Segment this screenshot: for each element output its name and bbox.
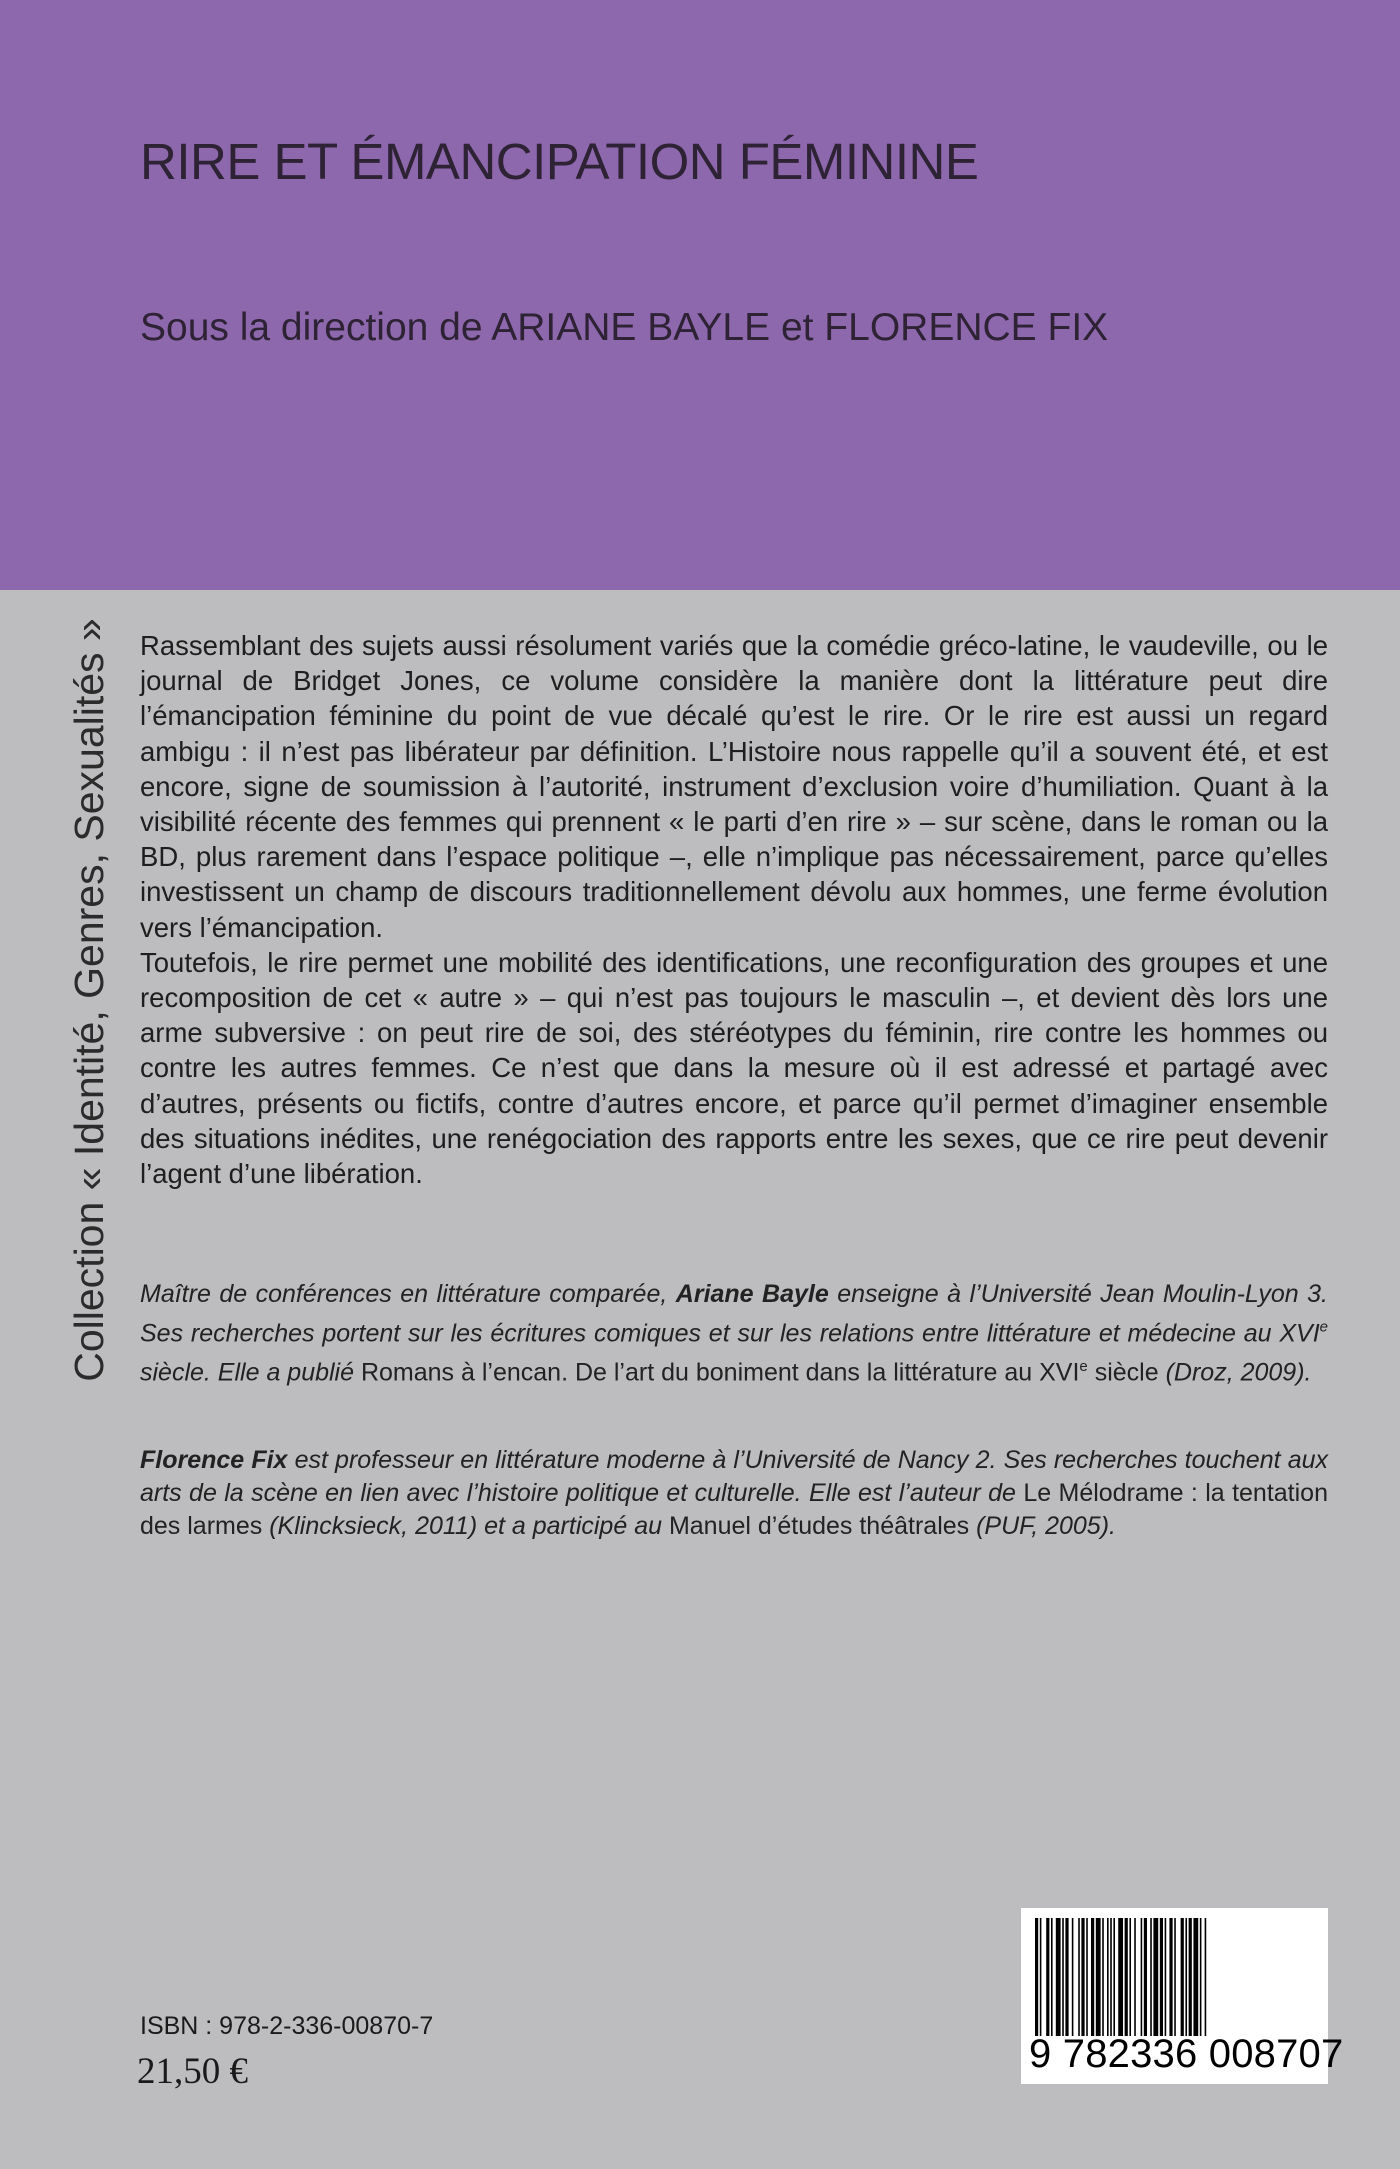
bio-bayle-name: Ariane Bayle [675, 1280, 829, 1308]
back-cover-blurb [140, 628, 1328, 1191]
bio-fix-publisher-2: (PUF, 2005). [969, 1512, 1116, 1540]
barcode-bar [1051, 1918, 1053, 2036]
book-directors: Sous la direction de ARIANE BAYLE et FLORENCE FIX [140, 306, 1109, 349]
author-bio-fix [140, 1444, 1328, 1543]
bio-bayle-publisher: (Droz, 2009). [1158, 1358, 1312, 1387]
barcode-bar [1141, 1918, 1143, 2036]
barcode-bar [1193, 1918, 1198, 2036]
barcode-digits: 9 782336 008707 [1029, 2032, 1344, 2076]
barcode-bar [1181, 1918, 1184, 2036]
barcode-bar [1078, 1918, 1080, 2036]
barcode-bar [1160, 1918, 1163, 2036]
bio-fix-name: Florence Fix [140, 1446, 288, 1474]
isbn: ISBN : 978-2-336-00870-7 [140, 2012, 434, 2040]
barcode-bar [1113, 1918, 1115, 2036]
price: 21,50 € [137, 2051, 248, 2092]
bio-bayle-text-2: siècle. Elle a publié [140, 1358, 361, 1387]
bio-bayle-intro: Maître de conférences en littérature comparée, [140, 1280, 676, 1308]
bio-bayle-book-title-a: Romans à l’encan. De l’art du boniment dans la littérature au XVI [360, 1358, 1080, 1387]
barcode-bar [1040, 1918, 1042, 2036]
barcode-bars [1033, 1918, 1316, 2036]
bio-bayle-text-1: enseigne à l’Université Jean Moulin-Lyon 3. Ses recherches portent sur les écritures comiques et sur les relations entre littérature et médecine au XVI [140, 1280, 1328, 1348]
barcode-bar [1072, 1918, 1074, 2036]
blurb-paragraph-1: Rassemblant des sujets aussi résolument variés que la comédie gréco-latine, le vaudeville, ou le journal de Bridget Jones, ce volume considère la manière dont la littérature peut dire l’émancipation féminine du point de vue décalé qu’est le rire. Or le rire est aussi un regard ambigu : il n’est pas libérateur par définition. L’Histoire nous rappelle qu’il a souvent été, et est encore, signe de soumission à l’autorité, instrument d’exclusion voire d’humiliation. Quant à la visibilité récente des femmes qui prennent « le parti d’en rire » – sur scène, dans le roman ou la BD, plus rarement dans l’espace politique –, elle n’implique pas nécessairement, parce qu’elles investissent un champ de discours traditionnellement dévolu aux hommes, une ferme évolution vers l’émancipation. [140, 630, 1328, 943]
bio-fix-publisher-1: (Klincksieck, 2011) et a participé au [262, 1512, 669, 1540]
barcode-bar [1118, 1918, 1123, 2036]
bio-fix-text-1: est professeur en littérature moderne à l’Université de Nancy 2. Ses recherches touchent aux arts de la scène en lien avec l’histoire politique et culturelle. Elle est l’auteur de [140, 1446, 1328, 1507]
barcode-bar [1200, 1918, 1202, 2036]
bio-bayle-sup-2: e [1079, 1358, 1088, 1376]
barcode-bar [1150, 1918, 1152, 2036]
barcode-bar [1169, 1918, 1172, 2036]
barcode-bar [1107, 1918, 1109, 2036]
bio-fix-book-1: Le Mélodrame : la tentation des larmes [140, 1479, 1328, 1540]
barcode-bar [1134, 1918, 1136, 2036]
collection-name: Collection « Identité, Genres, Sexualités » [66, 618, 112, 1382]
barcode-bar [1165, 1918, 1167, 2036]
barcode-bar [1129, 1918, 1131, 2036]
barcode-bar [1035, 1918, 1038, 2036]
barcode-bar [1062, 1918, 1064, 2036]
header-band [0, 0, 1400, 590]
bio-bayle-book-title-b: siècle [1087, 1358, 1159, 1387]
barcode-bar [1081, 1918, 1084, 2036]
bio-bayle-sup-1: e [1319, 1319, 1328, 1336]
author-bio-bayle [140, 1278, 1328, 1390]
barcode-bar [1102, 1918, 1104, 2036]
barcode-bar [1125, 1918, 1128, 2036]
barcode-bar [1153, 1918, 1158, 2036]
barcode-bar [1174, 1918, 1176, 2036]
barcode [1021, 1908, 1344, 2084]
book-title: RIRE ET ÉMANCIPATION FÉMININE [140, 133, 979, 190]
blurb-paragraph-2: Toutefois, le rire permet une mobilité des identifications, une reconfiguration des groupes et une recomposition de cet « autre » – qui n’est pas toujours le masculin –, et devient dès lors une arme subversive : on peut rire de soi, des stéréotypes du féminin, rire contre les hommes ou contre les autres femmes. Ce n’est que dans la mesure où il est adressé et partagé avec d’autres, présents ou fictifs, contre d’autres encore, et parce qu’il permet d’imaginer ensemble des situations inédites, une renégociation des rapports entre les sexes, que ce rire peut devenir l’agent d’une libération. [140, 946, 1328, 1190]
bio-fix-book-2: Manuel d’études théâtrales [668, 1512, 970, 1540]
barcode-bar [1086, 1918, 1088, 2036]
barcode-bar [1091, 1918, 1094, 2036]
barcode-bar [1110, 1918, 1112, 2036]
barcode-bar [1205, 1918, 1207, 2036]
barcode-bar [1185, 1918, 1187, 2036]
barcode-bar [1189, 1918, 1192, 2036]
barcode-bar [1056, 1918, 1061, 2036]
barcode-bar [1144, 1918, 1147, 2036]
barcode-bar [1046, 1918, 1049, 2036]
barcode-bar [1065, 1918, 1068, 2036]
barcode-bar [1096, 1918, 1101, 2036]
